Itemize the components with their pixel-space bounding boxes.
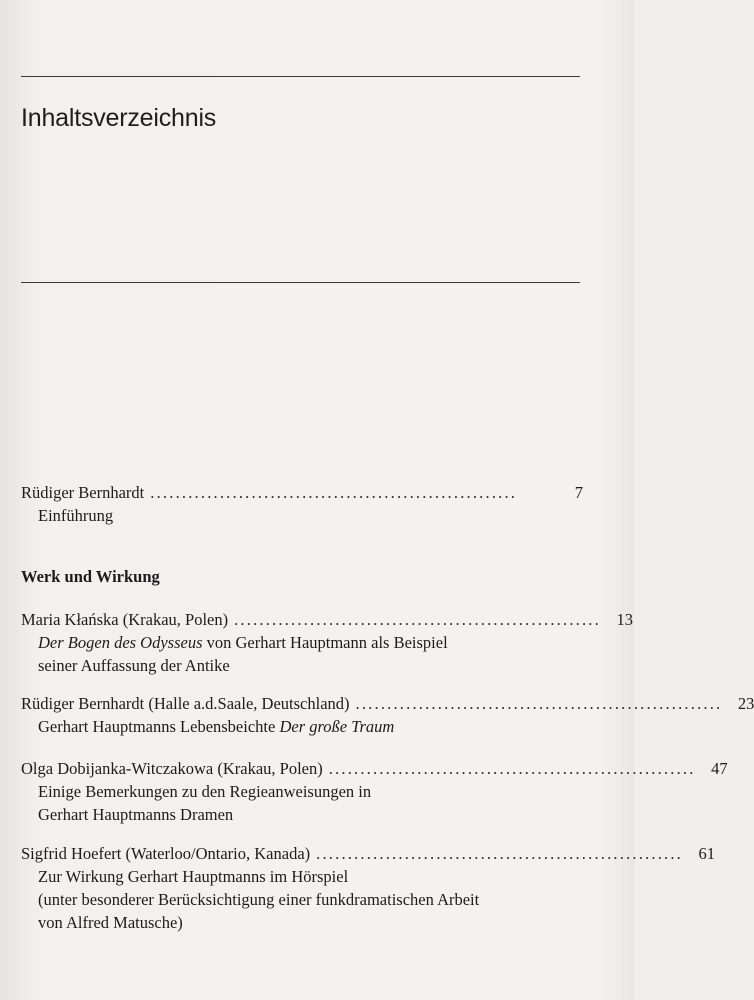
entry-author: Olga Dobijanka-Witczakowa (Krakau, Polen)	[21, 759, 323, 778]
entry-page-number: 61	[698, 844, 716, 863]
entry-title: Einige Bemerkungen zu den Regieanweisungen in	[38, 782, 372, 801]
section-heading: Werk und Wirkung	[21, 567, 160, 586]
entry-title-italic: Der Bogen des Odysseus	[38, 633, 203, 652]
toc-entry	[21, 842, 716, 934]
entry-author: Maria Kłańska (Krakau, Polen)	[21, 610, 229, 629]
entry-title-continued: seiner Auffassung der Antike	[38, 656, 230, 675]
entry-title	[21, 631, 583, 654]
entry-title-continued: Gerhart Hauptmanns Dramen	[38, 805, 234, 824]
page-title: Inhaltsverzeichnis	[21, 104, 217, 132]
entry-title: Einführung	[38, 506, 114, 525]
top-rule	[21, 76, 580, 77]
entry-title: Zur Wirkung Gerhart Hauptmanns im Hörspiel	[38, 867, 349, 886]
leader-dots: ..........................................................	[328, 759, 696, 778]
entry-page-number: 7	[574, 483, 583, 502]
leader-dots: ..........................................................	[355, 694, 723, 713]
leader-dots: ..........................................................	[316, 844, 684, 863]
entry-title-continued: (unter besonderer Berücksichtigung einer funkdramatischen Arbeit	[38, 890, 480, 909]
entry-title-continued: von Alfred Matusche)	[38, 913, 183, 932]
toc-entry	[21, 757, 728, 826]
entry-page-number: 13	[616, 610, 633, 629]
entry-title-text: von Gerhart Hauptmann als Beispiel	[202, 633, 448, 652]
entry-author: Rüdiger Bernhardt (Halle a.d.Saale, Deutschland)	[21, 694, 350, 713]
entry-author: Rüdiger Bernhardt	[21, 483, 145, 502]
entry-page-number: 47	[711, 759, 728, 778]
leader-dots: ..........................................................	[150, 483, 518, 502]
toc-entry	[21, 608, 633, 677]
entry-title	[21, 715, 583, 738]
toc-entry-intro	[21, 481, 583, 527]
bottom-rule	[21, 282, 580, 283]
entry-author: Sigfrid Hoefert (Waterloo/Ontario, Kanada)	[21, 844, 311, 863]
leader-dots: ..........................................................	[234, 610, 601, 629]
entry-title-italic: Der große Traum	[279, 717, 395, 736]
entry-title-text: Gerhart Hauptmanns Lebensbeichte	[38, 717, 280, 736]
toc-entry	[21, 692, 754, 738]
entry-page-number: 23	[737, 694, 754, 713]
